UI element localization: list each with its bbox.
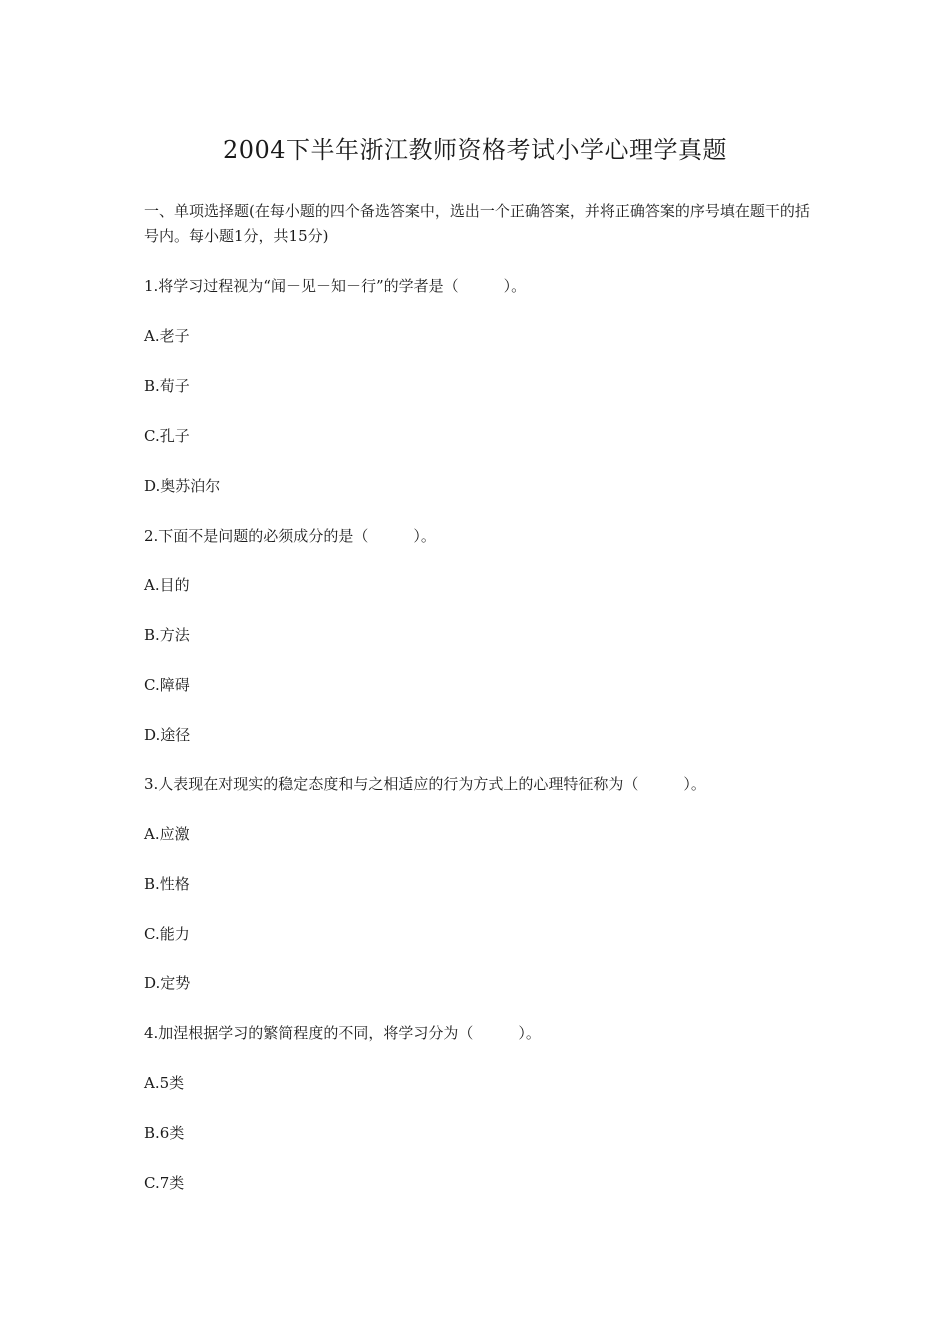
question-2-option-c: C.障碍 bbox=[144, 676, 190, 694]
section-instructions: 一、单项选择题(在每小题的四个备选答案中，选出一个正确答案，并将正确答案的序号填在题干的括号内。每小题1分，共15分) bbox=[144, 202, 810, 245]
question-3-option-c: C.能力 bbox=[144, 925, 190, 943]
question-1-option-d: D.奥苏泊尔 bbox=[144, 477, 221, 495]
question-3-stem: 3.人表现在对现实的稳定态度和与之相适应的行为方式上的心理特征称为（ ）。 bbox=[144, 775, 706, 793]
question-4-option-a: A.5类 bbox=[144, 1074, 185, 1092]
question-4-option-c: C.7类 bbox=[144, 1174, 185, 1192]
question-4-option-b: B.6类 bbox=[144, 1124, 185, 1142]
question-2-option-d: D.途径 bbox=[144, 726, 191, 744]
question-2-option-b: B.方法 bbox=[144, 626, 190, 644]
question-1-option-a: A.老子 bbox=[144, 327, 190, 345]
question-2-option-a: A.目的 bbox=[144, 576, 190, 594]
document-title: 2004下半年浙江教师资格考试小学心理学真题 bbox=[222, 136, 728, 164]
question-1-stem: 1.将学习过程视为“闻－见－知－行”的学者是（ ）。 bbox=[144, 277, 527, 295]
question-3-option-d: D.定势 bbox=[144, 974, 191, 992]
question-3-option-a: A.应激 bbox=[144, 825, 190, 843]
question-4-stem: 4.加涅根据学习的繁简程度的不同，将学习分为（ ）。 bbox=[144, 1024, 541, 1042]
question-1-option-b: B.荀子 bbox=[144, 377, 190, 395]
question-3-option-b: B.性格 bbox=[144, 875, 190, 893]
question-2-stem: 2.下面不是问题的必须成分的是（ ）。 bbox=[144, 527, 436, 545]
question-1-option-c: C.孔子 bbox=[144, 427, 190, 445]
